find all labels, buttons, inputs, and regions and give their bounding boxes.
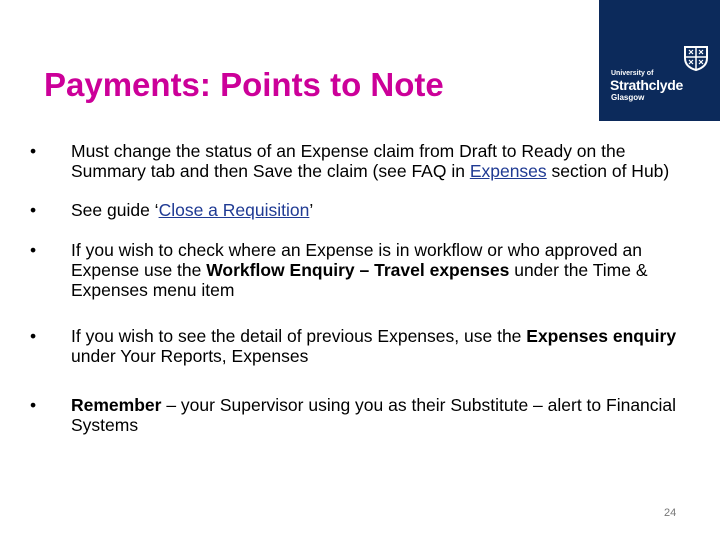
bullet-text: under the Time & Expenses menu item (71, 260, 648, 300)
slide-title: Payments: Points to Note (44, 66, 444, 103)
bullet-dot: • (30, 240, 37, 260)
logo-line-strathclyde: Strathclyde (610, 77, 683, 93)
crest-icon (683, 45, 709, 71)
bullet-list (30, 141, 690, 453)
close-requisition-link[interactable]: Close a Requisition (158, 200, 310, 220)
university-logo (599, 0, 720, 121)
bullet-dot: • (30, 326, 37, 346)
bullet-text: under Your Reports, Expenses (71, 346, 309, 366)
bullet-bold-text: Workflow Enquiry – Travel expenses (206, 260, 510, 280)
logo-line-glasgow: Glasgow (611, 93, 645, 102)
bullet-text: ’ (309, 200, 314, 220)
bullet-item (30, 141, 690, 181)
bullet-text: If you wish to see the detail of previous Expenses, use the (71, 326, 527, 346)
bullet-text: Must change the status of an Expense claim from Draft to Ready on the Summary tab and then Save the claim (see FAQ in (71, 141, 626, 181)
bullet-item (30, 395, 690, 435)
bullet-item (30, 200, 690, 220)
page-number: 24 (664, 507, 677, 519)
expenses-link[interactable]: Expenses (469, 161, 547, 181)
bullet-item (30, 326, 690, 366)
bullet-dot: • (30, 200, 37, 220)
bullet-dot: • (30, 395, 37, 415)
bullet-text: section of Hub) (546, 161, 670, 181)
bullet-text: If you wish to check where an Expense is in workflow or who approved an Expense use the (71, 240, 642, 280)
logo-line-university: University of (611, 70, 654, 77)
bullet-dot: • (30, 141, 37, 161)
bullet-bold-text: Remember (71, 395, 162, 415)
bullet-text: – your Supervisor using you as their Substitute – alert to Financial Systems (71, 395, 677, 435)
bullet-bold-text: Expenses enquiry (526, 326, 677, 346)
bullet-text: See guide ‘ (71, 200, 159, 220)
bullet-item (30, 240, 690, 300)
